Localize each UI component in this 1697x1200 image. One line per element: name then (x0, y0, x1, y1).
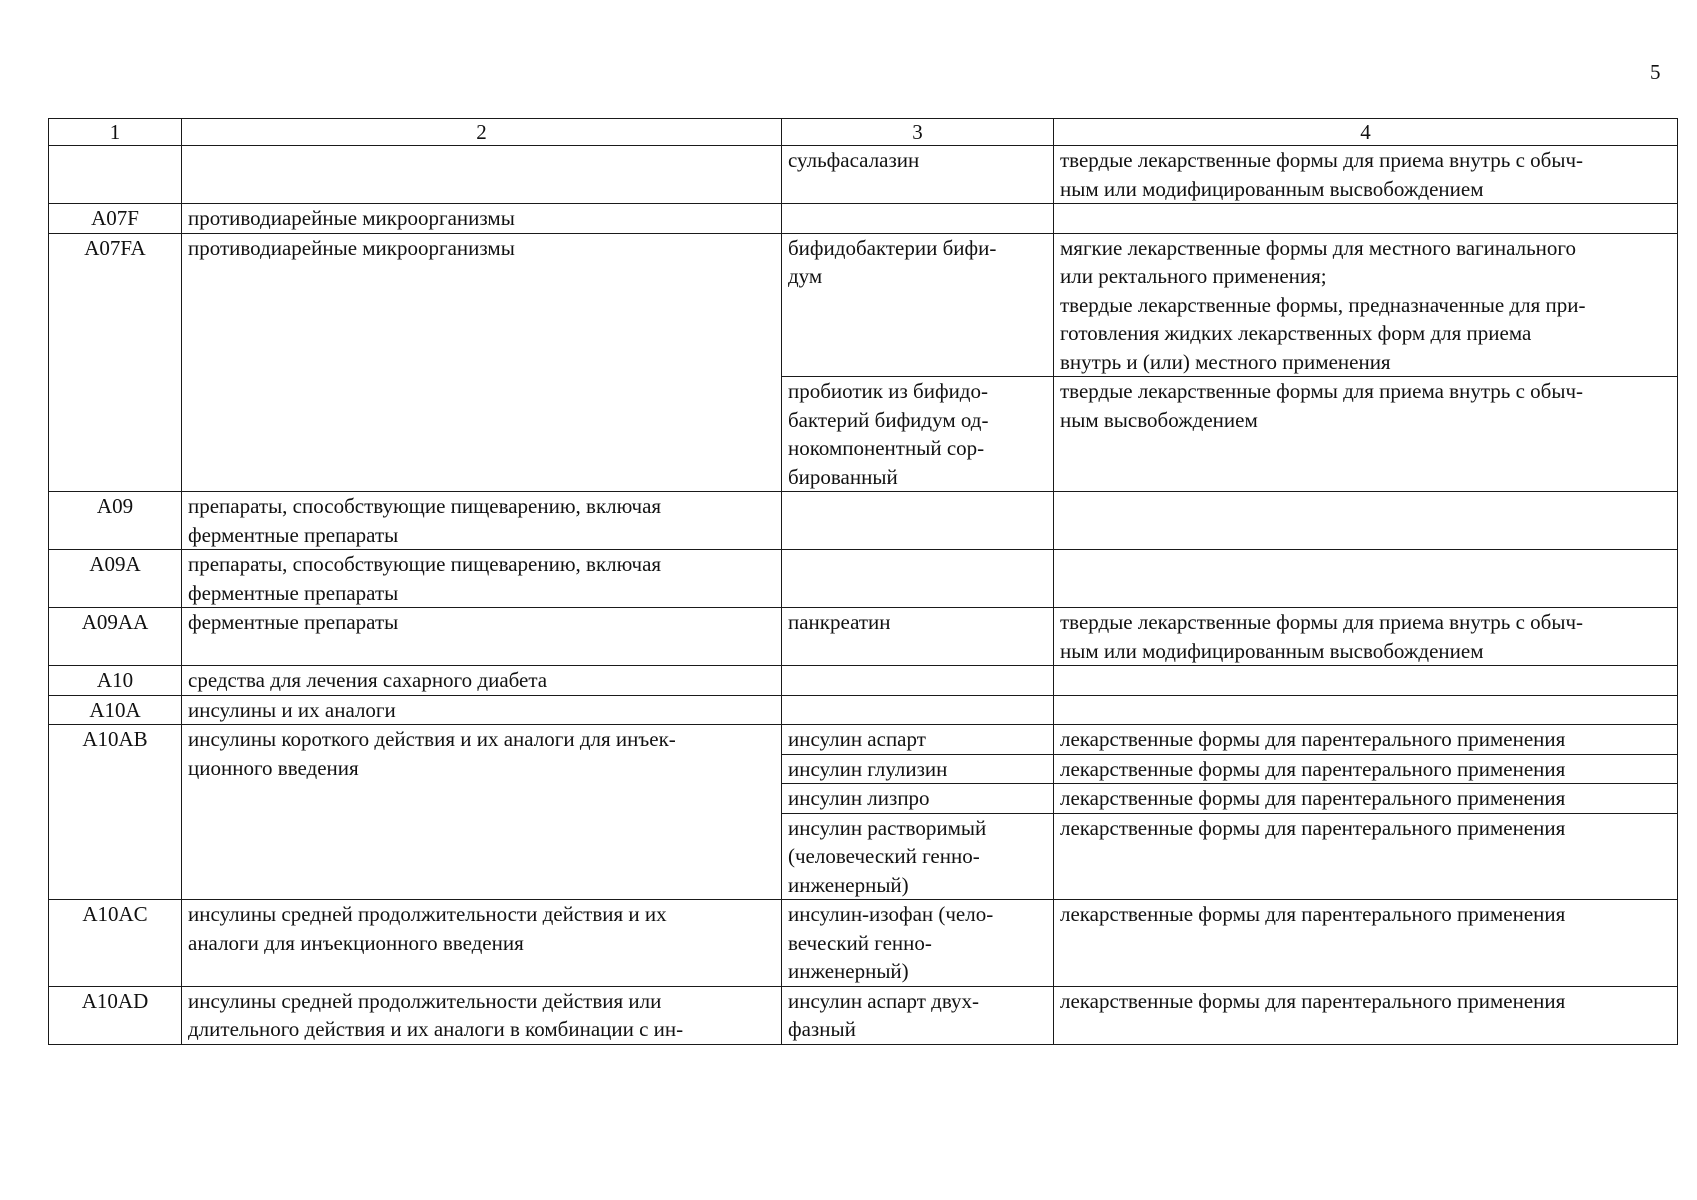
dosage-form-cell: лекарственные формы для парентерального применения (1054, 725, 1678, 755)
atc-code-cell: A07FA (49, 233, 182, 492)
dosage-form-cell: лекарственные формы для парентерального применения (1054, 754, 1678, 784)
drug-name-cell: панкреатин (782, 608, 1054, 666)
dosage-form-cell: лекарственные формы для парентерального применения (1054, 986, 1678, 1044)
atc-code-cell: A09AA (49, 608, 182, 666)
table-row (49, 608, 1678, 666)
drug-name-cell: инсулин глулизин (782, 754, 1054, 784)
page-number: 5 (1650, 60, 1661, 84)
drug-name-cell: инсулин растворимый (человеческий генно- инженерный) (782, 813, 1054, 900)
drug-name-cell (782, 492, 1054, 550)
dosage-form-cell: мягкие лекарственные формы для местного вагинального или ректального применения; твердые лекарственные формы, предназначенные для при- готовления жидких лекарственных форм для приема внутрь и (или) местного применения (1054, 233, 1678, 377)
group-name-cell: противодиарейные микроорганизмы (182, 233, 782, 492)
table-row (49, 204, 1678, 234)
atc-code-cell (49, 146, 182, 204)
atc-code-cell: A10 (49, 666, 182, 696)
drug-name-cell: бифидобактерии бифи- дум (782, 233, 1054, 377)
drug-name-cell: инсулин аспарт двух- фазный (782, 986, 1054, 1044)
atc-code-cell: A10AB (49, 725, 182, 900)
medicines-table (48, 118, 1678, 1045)
group-name-cell: инсулины короткого действия и их аналоги для инъек- ционного введения (182, 725, 782, 900)
table-row (49, 725, 1678, 755)
group-name-cell: противодиарейные микроорганизмы (182, 204, 782, 234)
drug-name-cell (782, 695, 1054, 725)
group-name-cell: инсулины средней продолжительности действия и их аналоги для инъекционного введения (182, 900, 782, 987)
group-name-cell (182, 146, 782, 204)
atc-code-cell: A09 (49, 492, 182, 550)
table-row (49, 233, 1678, 377)
drug-name-cell: инсулин аспарт (782, 725, 1054, 755)
drug-name-cell (782, 666, 1054, 696)
group-name-cell: ферментные препараты (182, 608, 782, 666)
dosage-form-cell (1054, 550, 1678, 608)
atc-code-cell: A10AD (49, 986, 182, 1044)
group-name-cell: инсулины и их аналоги (182, 695, 782, 725)
table-row (49, 986, 1678, 1044)
table-row (49, 695, 1678, 725)
dosage-form-cell (1054, 695, 1678, 725)
group-name-cell: препараты, способствующие пищеварению, включая ферментные препараты (182, 550, 782, 608)
drug-name-cell: инсулин лизпро (782, 784, 1054, 814)
group-name-cell: инсулины средней продолжительности действия или длительного действия и их аналоги в комбинации с ин- (182, 986, 782, 1044)
table-row (49, 550, 1678, 608)
drug-name-cell (782, 550, 1054, 608)
atc-code-cell: A10AC (49, 900, 182, 987)
table-row (49, 492, 1678, 550)
dosage-form-cell: лекарственные формы для парентерального применения (1054, 900, 1678, 987)
group-name-cell: средства для лечения сахарного диабета (182, 666, 782, 696)
dosage-form-cell (1054, 492, 1678, 550)
atc-code-cell: A10A (49, 695, 182, 725)
dosage-form-cell: лекарственные формы для парентерального применения (1054, 813, 1678, 900)
drug-name-cell: инсулин-изофан (чело- веческий генно- инженерный) (782, 900, 1054, 987)
column-number-1: 1 (49, 119, 182, 146)
column-number-4: 4 (1054, 119, 1678, 146)
dosage-form-cell (1054, 204, 1678, 234)
drug-name-cell: пробиотик из бифидо- бактерий бифидум од- нокомпонентный сор- бированный (782, 377, 1054, 492)
table-row (49, 666, 1678, 696)
drug-name-cell: сульфасалазин (782, 146, 1054, 204)
atc-code-cell: A09A (49, 550, 182, 608)
group-name-cell: препараты, способствующие пищеварению, включая ферментные препараты (182, 492, 782, 550)
drug-name-cell (782, 204, 1054, 234)
dosage-form-cell: твердые лекарственные формы для приема внутрь с обыч- ным или модифицированным высвобождением (1054, 608, 1678, 666)
column-number-row (49, 119, 1678, 146)
dosage-form-cell: твердые лекарственные формы для приема внутрь с обыч- ным или модифицированным высвобождением (1054, 146, 1678, 204)
table-row (49, 900, 1678, 987)
column-number-3: 3 (782, 119, 1054, 146)
dosage-form-cell: твердые лекарственные формы для приема внутрь с обыч- ным высвобождением (1054, 377, 1678, 492)
table-row (49, 146, 1678, 204)
dosage-form-cell (1054, 666, 1678, 696)
column-number-2: 2 (182, 119, 782, 146)
atc-code-cell: A07F (49, 204, 182, 234)
dosage-form-cell: лекарственные формы для парентерального применения (1054, 784, 1678, 814)
